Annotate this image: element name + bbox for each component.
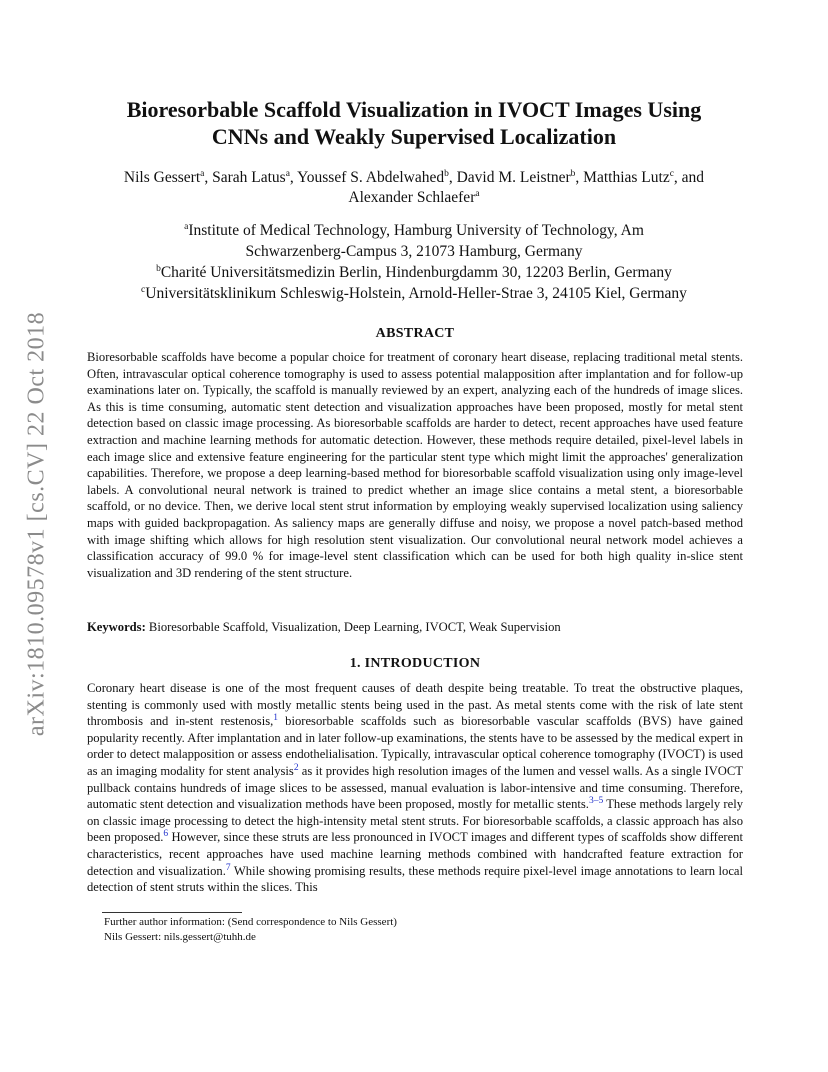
citation-link[interactable]: 1 <box>273 713 279 723</box>
author-1: Nils Gessert$^a$, <box>123 168 213 186</box>
keywords-label: Keywords: <box>87 620 146 634</box>
footnote-divider <box>102 912 242 913</box>
author-list <box>80 168 748 208</box>
footnotes <box>104 915 744 945</box>
author-5: Matthias Lutz$^c$, and <box>583 168 705 186</box>
author-2: Sarah Latus$^a$, <box>212 168 298 186</box>
keywords-text: Bioresorbable Scaffold, Visualization, Deep Learning, IVOCT, Weak Supervision <box>148 620 561 634</box>
citation-link[interactable]: 7 <box>225 862 231 873</box>
author-4: David M. Leistner$^b$, <box>456 168 584 186</box>
keywords <box>87 619 743 636</box>
introduction-heading: 1. INTRODUCTION <box>349 656 481 671</box>
citation-link[interactable]: 6 <box>163 829 169 840</box>
author-6: Alexander Schlaefer$^a$ <box>348 188 480 206</box>
citation-link[interactable]: 2 <box>293 762 299 773</box>
affiliation-b: $^b$Charité Universitätsmedizin Berlin, Hindenburgdamm 30, 12203 Berlin, Germany <box>156 263 672 281</box>
affiliations <box>80 220 748 304</box>
abstract-text: Bioresorbable scaffolds have become a popular choice for treatment of coronary heart disease, replacing traditional metal stents. Often, intravascular optical coherence tomography is used to assess potential malapposition after implantation and for follow-up examinations later on. Typically, the scaffold is manually reviewed by an expert, analyzing each of the hundreds of image slices. As this is time consuming, automatic stent detection and visualization approaches have been proposed, mostly for metal stent detection based on classic image processing. As bioresorbable scaffolds are harder to detect, recent approaches have used feature extraction and machine learning methods for automatic detection. However, these methods require detailed, pixel-level labels in each image slice and extensive feature engineering for the particular stent type which might limit the approaches' generalization capabilities. Therefore, we propose a deep learning-based method for bioresorbable scaffold visualization using only image-level labels. A convolutional neural network is trained to predict whether an image slice contains a metal stent, a bioresorbable scaffold, or no device. Then, we derive local stent strut information by employing weakly supervised localization using saliency maps with guided backpropagation. As saliency maps are generally diffuse and noisy, we propose a novel patch-based method with image shifting which allows for high resolution stent visualization. Our convolutional neural network model achieves a classification accuracy of 99.0 % for image-level stent classification which can be used for both high quality in-slice stent visualization and 3D rendering of the stent structure. <box>87 350 743 580</box>
affiliation-c: $^c$Universitätsklinikum Schleswig-Holstein, Arnold-Heller-Strae 3, 24105 Kiel, Germany <box>141 284 687 302</box>
affiliation-a-cont: Schwarzenberg-Campus 3, 21073 Hamburg, Germany <box>245 243 583 260</box>
footnote-author-info: Further author information: (Send correspondence to Nils Gessert) <box>104 916 397 928</box>
title-line-1: Bioresorbable Scaffold Visualization in IVOCT Images Using <box>126 97 702 122</box>
author-3: Youssef S. Abdelwahed$^b$, <box>297 168 457 186</box>
introduction-text: Coronary heart disease is one of the most frequent causes of death despite being treatable. To treat the obstructive plaques, stenting is commonly used with mostly metallic stents being used in the past. As metal stents come with the risk of late stent thrombosis and in-stent restenosis,$^1$ bioresorbable scaffolds such as bioresorbable vascular scaffolds (BVS) have gained popularity recently. After implantation and in later follow-up examinations, the stents have to be assessed by the medical expert in order to detect malapposition or assess endothelialisation. Typically, intravascular optical coherence tomography (IVOCT) is used as an imaging modality for stent analysis$^2$ as it provides high resolution images of the lumen and vessel walls. As a single IVOCT pullback contains hundreds of image slices to be assessed, manual evaluation is labor-intensive and time consuming. Therefore, automatic stent detection and visualization methods have been proposed, mostly for metallic stents.$^{3-5}$ These methods largely rely on classic image processing to detect the high-intensity metal stent struts. For bioresorbable scaffolds, a classic approach has also been proposed.$^6$ However, since these struts are less pronounced in IVOCT images and different types of scaffolds show different characteristics, recent approaches have used machine learning methods combined with handcrafted feature extraction for detection and visualization.$^7$ While showing promising results, these methods require pixel-level image annotations to learn local detection of stent struts within the slices. This <box>87 681 744 895</box>
citation-link[interactable]: 3–5 <box>588 795 604 806</box>
abstract-heading: ABSTRACT <box>375 326 455 341</box>
footnote-contact: Nils Gessert: nils.gessert@tuhh.de <box>104 931 256 943</box>
arxiv-identifier[interactable]: arXiv:1810.09578v1 [cs.CV] 22 Oct 2018 <box>23 311 50 737</box>
title-line-2: CNNs and Weakly Supervised Localization <box>211 124 617 149</box>
paper-title <box>80 96 748 150</box>
affiliation-a: $^a$Institute of Medical Technology, Hamburg University of Technology, Am <box>184 221 644 239</box>
